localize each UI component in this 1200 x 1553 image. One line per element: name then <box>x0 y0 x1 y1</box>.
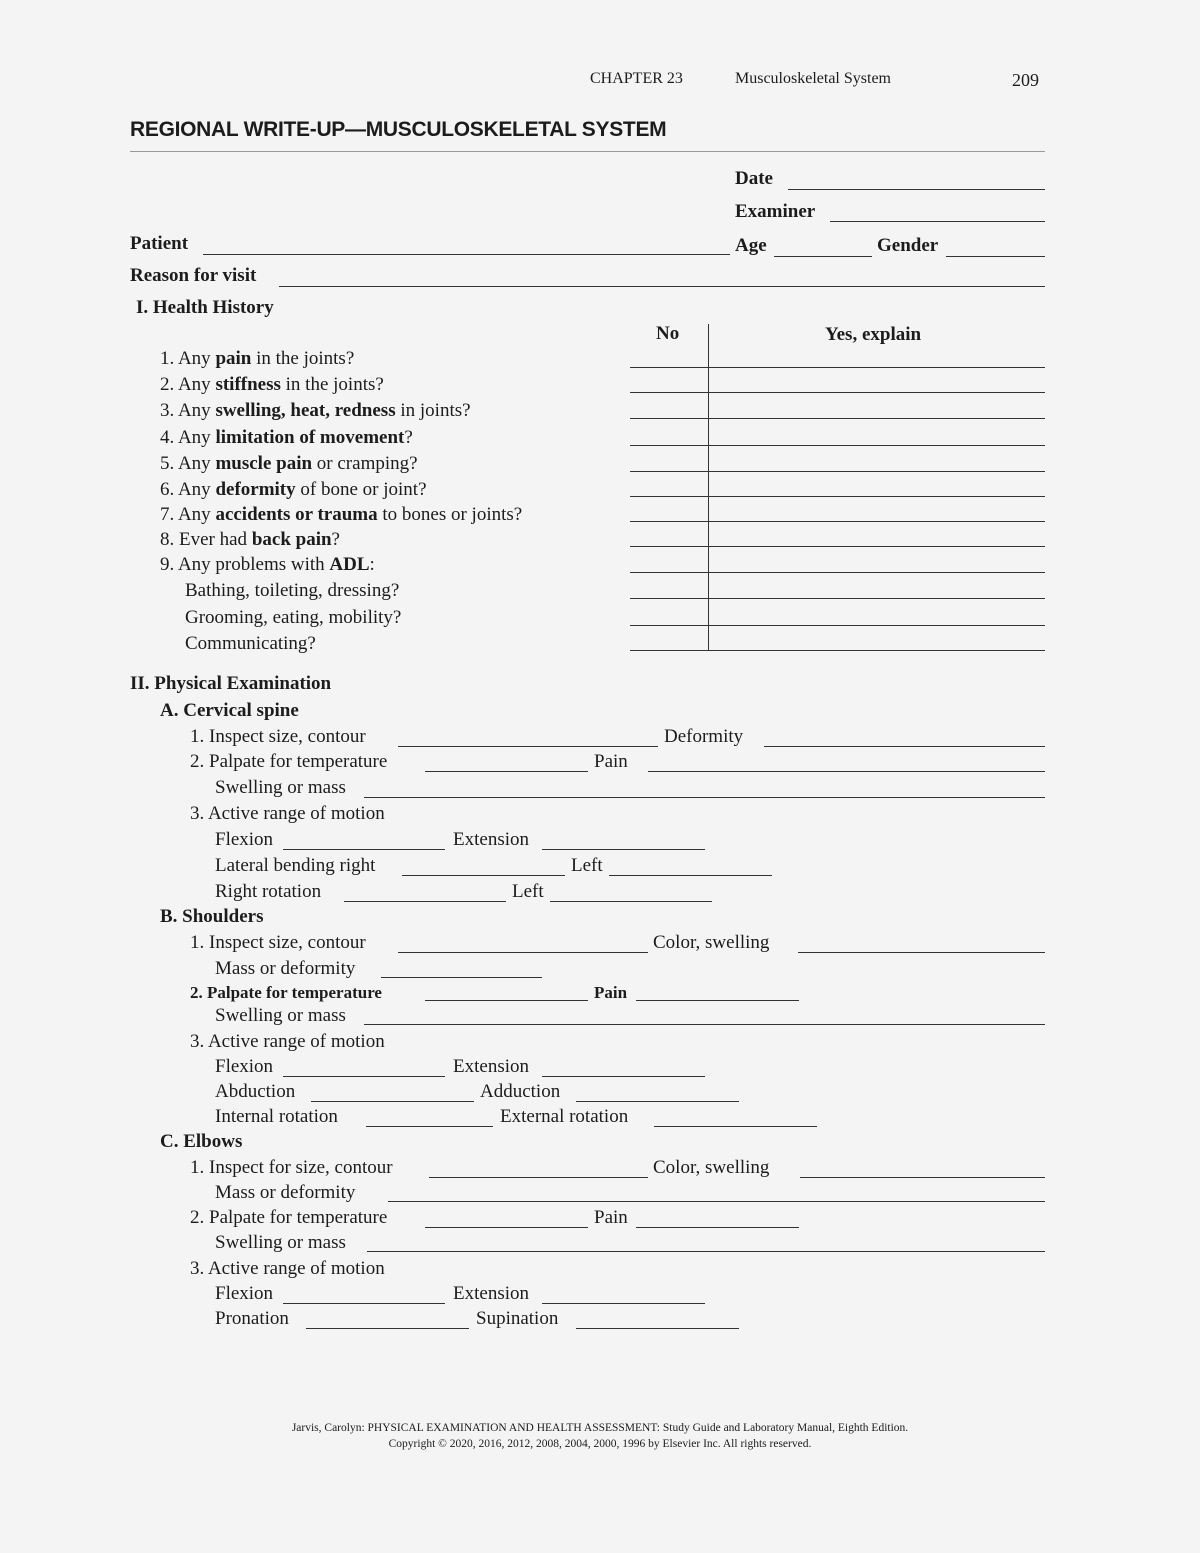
shoulders-inspect-label: 1. Inspect size, contour <box>190 932 366 953</box>
q1-post: in the joints? <box>251 348 355 369</box>
elbows-inspect-label: 1. Inspect for size, contour <box>190 1157 393 1178</box>
shoulders-flexion-label: Flexion <box>215 1056 274 1077</box>
shoulders-external-field[interactable] <box>654 1126 817 1127</box>
shoulders-heading: B. Shoulders <box>160 906 264 927</box>
answer-line-8[interactable] <box>630 546 1045 547</box>
cervical-temp-field[interactable] <box>425 771 588 772</box>
elbows-rom-label: 3. Active range of motion <box>190 1258 385 1279</box>
gender-field[interactable] <box>946 256 1045 257</box>
q5-pre: Any <box>177 453 216 474</box>
answer-line-6[interactable] <box>630 496 1045 497</box>
answer-line-2[interactable] <box>630 392 1045 393</box>
cervical-pain-field[interactable] <box>648 771 1045 772</box>
q8-bold: back pain <box>251 529 332 550</box>
gender-label: Gender <box>877 235 939 256</box>
q1-num: 1. <box>160 348 175 369</box>
shoulders-adduction-label: Adduction <box>480 1081 561 1102</box>
q1-bold: pain <box>215 348 252 369</box>
shoulders-palpate-label: 2. Palpate for temperature <box>190 983 382 1002</box>
q3-num: 3. <box>160 400 175 421</box>
chapter-subject: Musculoskeletal System <box>735 70 891 87</box>
q8-post: ? <box>331 529 340 550</box>
page-number: 209 <box>1012 70 1039 90</box>
cervical-rom-label: 3. Active range of motion <box>190 803 385 824</box>
elbows-supination-field[interactable] <box>576 1328 739 1329</box>
elbows-extension-label: Extension <box>453 1283 529 1304</box>
cervical-deformity-field[interactable] <box>764 746 1045 747</box>
patient-field[interactable] <box>203 254 730 255</box>
shoulders-rom-label: 3. Active range of motion <box>190 1031 385 1052</box>
patient-label: Patient <box>130 233 189 254</box>
history-heading: I. Health History <box>136 297 274 318</box>
elbows-extension-field[interactable] <box>542 1303 705 1304</box>
shoulders-mass-field[interactable] <box>381 977 542 978</box>
shoulders-swelling-field[interactable] <box>364 1024 1045 1025</box>
q9-bold: ADL <box>329 554 370 575</box>
shoulders-pain-label: Pain <box>594 983 628 1002</box>
question-3 <box>160 400 471 422</box>
shoulders-flexion-field[interactable] <box>283 1076 445 1077</box>
title-rule <box>130 151 1045 152</box>
shoulders-internal-field[interactable] <box>366 1126 493 1127</box>
shoulders-temp-field[interactable] <box>425 1000 588 1001</box>
reason-label: Reason for visit <box>130 265 257 286</box>
cervical-extension-label: Extension <box>453 829 529 850</box>
cervical-extension-field[interactable] <box>542 849 705 850</box>
q6-num: 6. <box>160 479 175 500</box>
q8-num: 8. <box>160 529 175 550</box>
cervical-flexion-field[interactable] <box>283 849 445 850</box>
question-6 <box>160 479 427 501</box>
question-5 <box>160 453 418 475</box>
cervical-right-rotation-label: Right rotation <box>215 881 322 902</box>
date-field[interactable] <box>788 189 1045 190</box>
answer-line-9a[interactable] <box>630 598 1045 599</box>
shoulders-pain-field[interactable] <box>636 1000 799 1001</box>
cervical-lateral-left-label: Left <box>571 855 603 876</box>
cervical-swelling-label: Swelling or mass <box>215 777 346 798</box>
cervical-pain-label: Pain <box>594 751 628 772</box>
shoulders-color-label: Color, swelling <box>653 932 770 953</box>
q7-pre: Any <box>177 504 216 525</box>
elbows-pronation-label: Pronation <box>215 1308 289 1329</box>
elbows-palpate-label: 2. Palpate for temperature <box>190 1207 388 1228</box>
page-title: REGIONAL WRITE-UP—MUSCULOSKELETAL SYSTEM <box>130 118 667 141</box>
shoulders-abduction-field[interactable] <box>311 1101 474 1102</box>
shoulders-swelling-label: Swelling or mass <box>215 1005 346 1026</box>
q9-post: : <box>369 554 375 575</box>
question-9 <box>160 554 375 576</box>
cervical-inspect-field[interactable] <box>398 746 658 747</box>
footer-citation: Jarvis, Carolyn: PHYSICAL EXAMINATION AND HEALTH ASSESSMENT: Study Guide and Laboratory Manual, Eighth Edition. <box>291 1422 909 1434</box>
elbows-inspect-field[interactable] <box>429 1177 648 1178</box>
elbows-supination-label: Supination <box>476 1308 559 1329</box>
elbows-temp-field[interactable] <box>425 1227 588 1228</box>
question-8 <box>160 529 340 551</box>
answer-line-3[interactable] <box>630 418 1045 419</box>
cervical-lateral-right-label: Lateral bending right <box>215 855 376 876</box>
elbows-pain-field[interactable] <box>636 1227 799 1228</box>
q3-bold: swelling, heat, redness <box>215 400 396 421</box>
elbows-mass-field[interactable] <box>388 1201 1045 1202</box>
q7-num: 7. <box>160 504 175 525</box>
footer-copyright: Copyright © 2020, 2016, 2012, 2008, 2004, 2000, 1996 by Elsevier Inc. All rights reserved. <box>388 1438 812 1450</box>
shoulders-inspect-field[interactable] <box>398 952 648 953</box>
examiner-field[interactable] <box>830 221 1045 222</box>
q6-pre: Any <box>177 479 216 500</box>
q8-pre: Ever had <box>179 529 252 550</box>
question-2 <box>160 374 384 396</box>
q7-post: to bones or joints? <box>377 504 523 525</box>
reason-field[interactable] <box>279 286 1045 287</box>
shoulders-extension-field[interactable] <box>542 1076 705 1077</box>
q5-num: 5. <box>160 453 175 474</box>
cervical-inspect-label: 1. Inspect size, contour <box>190 726 366 747</box>
elbows-pronation-field[interactable] <box>306 1328 469 1329</box>
cervical-palpate-label: 2. Palpate for temperature <box>190 751 388 772</box>
question-4 <box>160 427 413 449</box>
question-9b: Grooming, eating, mobility? <box>185 607 402 628</box>
shoulders-external-label: External rotation <box>500 1106 629 1127</box>
q5-post: or cramping? <box>312 453 418 474</box>
q4-bold: limitation of movement <box>215 427 405 448</box>
question-9a: Bathing, toileting, dressing? <box>185 580 400 601</box>
q2-num: 2. <box>160 374 175 395</box>
q5-bold: muscle pain <box>215 453 313 474</box>
q3-pre: Any <box>177 400 216 421</box>
q6-bold: deformity <box>215 479 296 500</box>
cervical-heading: A. Cervical spine <box>160 700 299 721</box>
question-9c: Communicating? <box>185 633 316 654</box>
elbows-pain-label: Pain <box>594 1207 628 1228</box>
q4-post: ? <box>404 427 413 448</box>
shoulders-internal-label: Internal rotation <box>215 1106 338 1127</box>
shoulders-adduction-field[interactable] <box>576 1101 739 1102</box>
cervical-right-rotation-field[interactable] <box>344 901 506 902</box>
q9-pre: Any problems with <box>177 554 330 575</box>
answer-line-9b[interactable] <box>630 625 1045 626</box>
cervical-left-rotation-label: Left <box>512 881 544 902</box>
q1-pre: Any <box>177 348 216 369</box>
answer-line-7[interactable] <box>630 521 1045 522</box>
elbows-color-field[interactable] <box>800 1177 1045 1178</box>
elbows-flexion-label: Flexion <box>215 1283 274 1304</box>
chapter-label: CHAPTER 23 <box>590 70 683 87</box>
cervical-flexion-label: Flexion <box>215 829 274 850</box>
col-no-header: No <box>656 323 680 344</box>
answer-divider <box>708 324 709 651</box>
age-field[interactable] <box>774 256 872 257</box>
elbows-heading: C. Elbows <box>160 1131 243 1152</box>
q4-num: 4. <box>160 427 175 448</box>
elbows-swelling-label: Swelling or mass <box>215 1232 346 1253</box>
q2-bold: stiffness <box>215 374 281 395</box>
answer-line-9c[interactable] <box>630 650 1045 651</box>
q4-pre: Any <box>177 427 216 448</box>
cervical-swelling-field[interactable] <box>364 797 1045 798</box>
q7-bold: accidents or trauma <box>215 504 378 525</box>
cervical-lateral-left-field[interactable] <box>609 875 772 876</box>
q9-num: 9. <box>160 554 175 575</box>
answer-line-5[interactable] <box>630 471 1045 472</box>
q2-post: in the joints? <box>280 374 384 395</box>
date-label: Date <box>735 168 773 189</box>
elbows-flexion-field[interactable] <box>283 1303 445 1304</box>
cervical-deformity-label: Deformity <box>664 726 744 747</box>
exam-heading: II. Physical Examination <box>130 673 332 694</box>
shoulders-extension-label: Extension <box>453 1056 529 1077</box>
elbows-color-label: Color, swelling <box>653 1157 770 1178</box>
shoulders-mass-label: Mass or deformity <box>215 958 356 979</box>
q2-pre: Any <box>177 374 216 395</box>
q3-post: in joints? <box>395 400 471 421</box>
elbows-swelling-field[interactable] <box>367 1251 1045 1252</box>
q6-post: of bone or joint? <box>295 479 427 500</box>
examiner-label: Examiner <box>735 201 816 222</box>
age-label: Age <box>735 235 767 256</box>
elbows-mass-label: Mass or deformity <box>215 1182 356 1203</box>
shoulders-color-field[interactable] <box>798 952 1045 953</box>
answer-line-4[interactable] <box>630 445 1045 446</box>
answer-line-1[interactable] <box>630 367 1045 368</box>
answer-line-9[interactable] <box>630 572 1045 573</box>
col-yes-header: Yes, explain <box>825 324 922 345</box>
cervical-lateral-right-field[interactable] <box>402 875 565 876</box>
shoulders-abduction-label: Abduction <box>215 1081 296 1102</box>
cervical-left-rotation-field[interactable] <box>550 901 712 902</box>
question-1 <box>160 348 354 370</box>
question-7 <box>160 504 522 526</box>
